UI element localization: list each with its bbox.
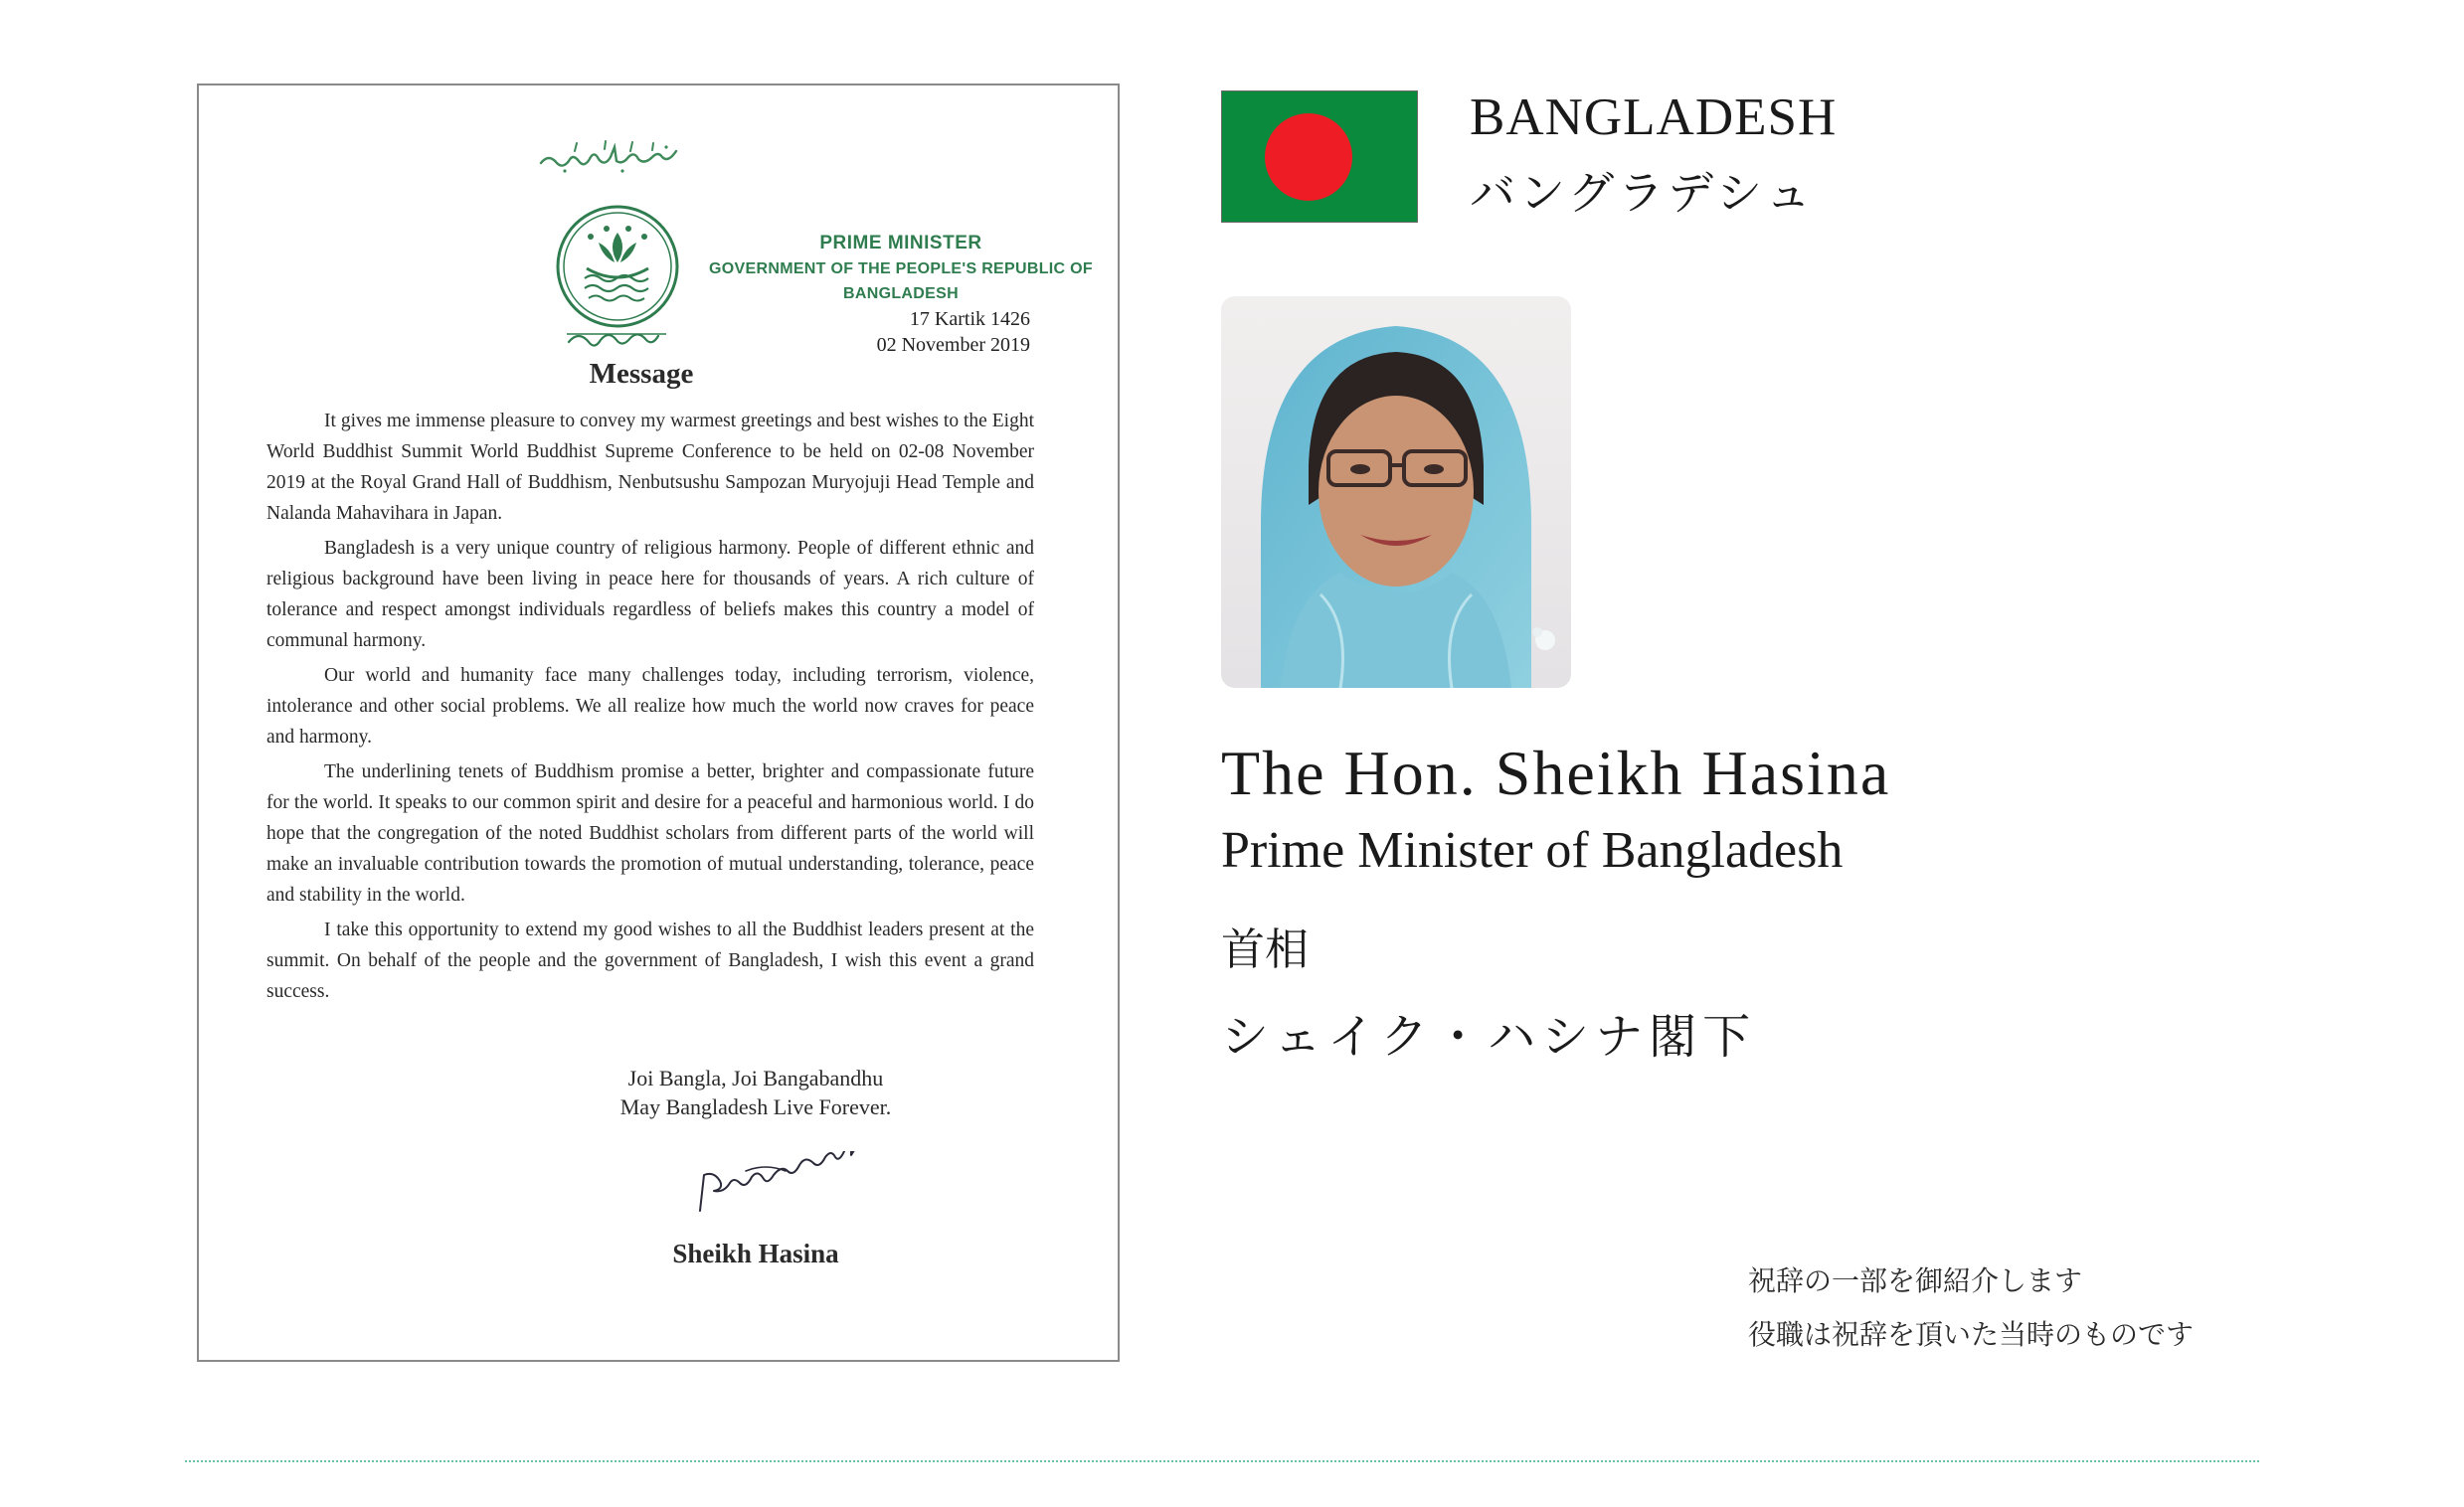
footnote [1748, 1255, 2194, 1362]
dignitary-title-english: Prime Minister of Bangladesh [1221, 822, 1844, 879]
office-title: PRIME MINISTER [819, 233, 982, 253]
government-line-2: BANGLADESH [843, 285, 959, 302]
dignitary-name-english: The Hon. Sheikh Hasina [1221, 738, 1891, 808]
office-heading [696, 231, 1106, 306]
message-paragraph-5: I take this opportunity to extend my good wishes to all the Buddhist leaders present at the summit. On behalf of the people and the government of Bangladesh, I wish this event a grand success. [266, 920, 1034, 1002]
government-line-1: GOVERNMENT OF THE PEOPLE'S REPUBLIC OF [709, 260, 1093, 277]
country-name-japanese: バングラデシュ [1470, 166, 1816, 220]
message-paragraph-4: The underlining tenets of Buddhism promise a better, brighter and compassionate future for the world. It speaks to our common spirit and desire for a peaceful and harmonious world. I do hope that the congregation of the noted Buddhist scholars from different parts of the world will make an invaluable contribution towards the promotion of mutual understanding, tolerance, peace and stability in the world. [266, 761, 1034, 906]
message-paragraph-3: Our world and humanity face many challenges today, including terrorism, violence, intolerance and other social problems. We all realize how much the world now craves for peace and harmony. [266, 665, 1034, 748]
signer-name: Sheikh Hasina [672, 1239, 839, 1268]
message-body [266, 406, 1034, 1011]
message-letter [197, 84, 1120, 1362]
dignitary-title-japanese: 首相 [1221, 924, 1309, 975]
letter-closing [577, 1064, 935, 1121]
bangladesh-flag [1221, 90, 1418, 223]
bismillah-calligraphy [535, 137, 694, 177]
flag-red-disc [1265, 113, 1352, 201]
dignitary-name-japanese: シェイク・ハシナ閣下 [1221, 1009, 1757, 1065]
dotted-divider [185, 1460, 2259, 1462]
date-gregorian: 02 November 2019 [876, 334, 1030, 356]
message-heading: Message [589, 358, 694, 390]
letter-dates [877, 306, 1030, 358]
portrait-photo [1221, 296, 1571, 688]
government-seal-emblem [549, 203, 686, 362]
country-name-english: BANGLADESH [1470, 88, 1838, 146]
footnote-line-2: 役職は祝辞を頂いた当時のものです [1748, 1318, 2195, 1351]
date-bengali: 17 Kartik 1426 [909, 308, 1030, 330]
handwritten-signature [686, 1151, 895, 1221]
closing-line-1: Joi Bangla, Joi Bangabandhu [627, 1066, 884, 1090]
footnote-line-1: 祝辞の一部を御紹介します [1748, 1264, 2083, 1297]
message-paragraph-1: It gives me immense pleasure to convey my warmest greetings and best wishes to the Eight World Buddhist Summit World Buddhist Supreme Conference to be held on 02-08 November 2019 at the Royal Grand Hall of Buddhism, Nenbutsushu Sampozan Muryojuji Head Temple and Nalanda Mahavihara in Japan. [266, 411, 1034, 524]
closing-line-2: May Bangladesh Live Forever. [619, 1094, 892, 1119]
message-paragraph-2: Bangladesh is a very unique country of religious harmony. People of different ethnic and religious background have been living in peace here for thousands of years. A rich culture of tolerance and respect amongst individuals regardless of beliefs makes this country a model of communal harmony. [266, 538, 1034, 651]
